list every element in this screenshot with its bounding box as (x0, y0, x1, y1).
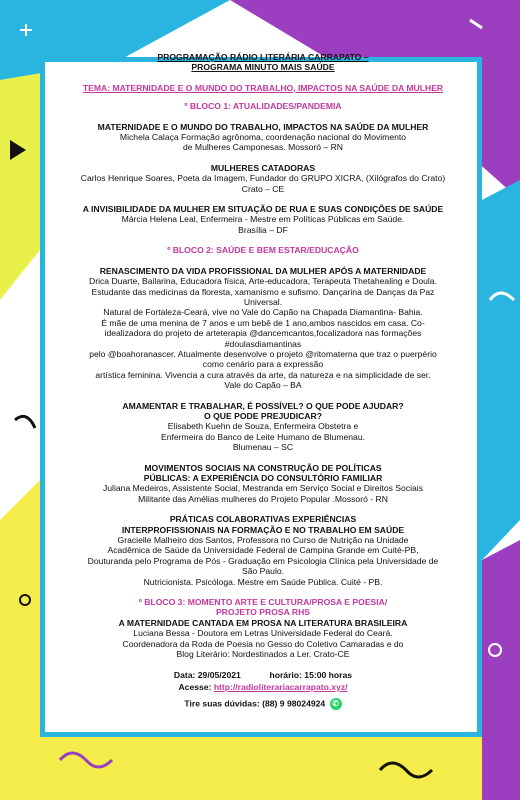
item-description-line: Blog Literário: Nordestinados a Ler. Crato-CE (176, 649, 350, 660)
program-item (48, 163, 478, 194)
access-link[interactable]: http://radioliterariacarrapato.xyz/ (213, 681, 348, 692)
program-item (48, 204, 478, 235)
item-title: MATERNIDADE E O MUNDO DO TRABALHO, IMPACTOS NA SAÚDE DA MULHER (97, 121, 429, 132)
program-item (48, 122, 478, 153)
item-description-line: Gracielle Malheiro dos Santos, Professora no Curso de Nutrição na Unidade (117, 535, 409, 546)
item-description-line: Coordenadora da Roda de Poesia no Gesso do Coletivo Camaradas e do (122, 638, 404, 649)
item-description-line: como cenário para a expressão (202, 359, 324, 370)
item-description-line: Universal. (243, 296, 283, 307)
time: horário: 15:00 horas (269, 669, 353, 680)
block-title-text: º BLOCO 2: SAÚDE E BEM ESTAR/EDUCAÇÃO (167, 245, 359, 256)
item-description-line: pelo @boahoranascer. Atualmente desenvolve o projeto @ritomaterna que traz o puerpério (89, 348, 437, 359)
date-time-line (48, 670, 478, 680)
questions-text: Tire suas dúvidas: (88) 9 98024924 (184, 698, 326, 709)
item-title: A MATERNIDADE CANTADA EM PROSA NA LITERATURA BRASILEIRA (118, 617, 408, 628)
blocks-container (48, 101, 478, 659)
item-description-line: Márcia Helena Leal, Enfermeira - Mestre em Políticas Públicas em Saúde. (121, 214, 405, 225)
block-title (48, 245, 478, 255)
item-description-line: Blumenau – SC (232, 442, 294, 453)
item-description-line: Natural de Fortaleza-Ceará, vive no Vale do Capão na Chapada Diamantina- Bahia. (103, 307, 423, 318)
block-title (48, 101, 478, 111)
footer (48, 670, 478, 711)
program-title-line-1: PROGRAMAÇÃO RÁDIO LITERÁRIA CARRAPATO – (157, 52, 369, 62)
item-description-line: Brasília – DF (238, 224, 288, 235)
item-title: A INVISIBILIDADE DA MULHER EM SITUAÇÃO DE RUA E SUAS CONDIÇÕES DE SAÚDE (82, 204, 444, 215)
block-title-text: º BLOCO 3: MOMENTO ARTE E CULTURA/PROSA E POESIA/ (138, 597, 388, 608)
item-title: MULHERES CATADORAS (210, 162, 316, 173)
item-description-line: São Paulo. (241, 566, 285, 577)
item-title: RENASCIMENTO DA VIDA PROFISSIONAL DA MULHER APÓS A MATERNIDADE (99, 265, 427, 276)
block-title (48, 597, 478, 618)
item-title: MOVIMENTOS SOCIAIS NA CONSTRUÇÃO DE POLÍTICAS (144, 462, 382, 473)
item-title: INTERPROFISSIONAIS NA FORMAÇÃO E NO TRABALHO EM SAÚDE (121, 524, 405, 535)
item-description-line: artística feminina. Vivencia a cura através da arte, da natureza e na simplicidade de ser. (95, 369, 431, 380)
program-item (48, 401, 478, 453)
item-description-line: idealizadora do projeto de arteterapia @dancemcantos,focalizadora nas formações (104, 328, 422, 339)
program-item (48, 514, 478, 587)
item-description-line: Estudante das medicinas da floresta, xamanismo e sufismo. Dançarina de Danças da Paz (91, 286, 435, 297)
item-description-line: #doulasdiamantinas (224, 338, 302, 349)
item-description-line: Juliana Medeiros, Assistente Social, Mestranda em Serviço Social e Direitos Sociais (102, 483, 424, 494)
item-description-line: de Mulheres Camponesas. Mossoró – RN (182, 142, 343, 153)
item-description-line: Carlos Henrique Soares, Poeta da Imagem, Fundador do GRUPO XICRA, (Xilógrafos do Crato) (80, 173, 446, 184)
program-item (48, 618, 478, 660)
item-description-line: Douturanda pelo Programa de Pós - Graduação em Psicologia Clínica pela Universidade de (87, 555, 439, 566)
item-description-line: Nutricionista. Psicóloga. Mestre em Saúde Pública. Cuité - PB. (143, 576, 383, 587)
item-description-line: Luciana Bessa - Doutora em Letras Universidade Federal do Ceará. (133, 628, 393, 639)
program-title-line-2: PROGRAMA MINUTO MAIS SAÚDE (191, 62, 335, 73)
item-description-line: É mãe de uma menina de 7 anos e um bebê de 1 ano,ambos nascidos em casa. Co- (101, 317, 425, 328)
block-title-text-2: PROJETO PROSA RHS (215, 607, 311, 618)
access-label: Acesse: (178, 681, 214, 692)
program-item (48, 266, 478, 391)
program-theme: TEMA: MATERNIDADE E O MUNDO DO TRABALHO, IMPACTOS NA SAÚDE DA MULHER (82, 82, 444, 93)
item-description-line: Militante das Amélias mulheres do Projeto Popular .Mossoró - RN (138, 493, 388, 504)
item-title: AMAMENTAR E TRABALHAR, É POSSÍVEL? O QUE PODE AJUDAR? (122, 400, 404, 411)
item-title: PÚBLICAS: A EXPERIÊNCIA DO CONSULTÓRIO FAMILIAR (143, 473, 383, 483)
access-line (48, 682, 478, 692)
item-title: O QUE PODE PREJUDICAR? (204, 410, 322, 421)
item-description-line: Vale do Capão – BA (224, 380, 302, 391)
item-description-line: Michela Calaça Formação agrônoma, coordenação nacional do Movimento (119, 132, 407, 143)
item-title: PRÁTICAS COLABORATIVAS EXPERIÊNCIAS (169, 514, 357, 525)
date: Data: 29/05/2021 (173, 669, 241, 680)
whatsapp-icon[interactable]: ✆ (330, 698, 342, 710)
item-description-line: Elisabeth Kuehn de Souza, Enfermeira Obstetra e (167, 421, 359, 432)
program-item (48, 463, 478, 505)
program-content (48, 52, 478, 710)
item-description-line: Acadêmica de Saúde da Universidade Federal de Campina Grande em Cuité-PB, (107, 545, 419, 556)
item-description-line: Crato – CE (241, 183, 285, 194)
item-description-line: Enfermeira do Banco de Leite Humano de Blumenau. (161, 431, 365, 442)
item-description-line: Drica Duarte, Bailarina, Educadora física, Arte-educadora, Terapeuta Thetahealing e Doula. (89, 276, 437, 287)
questions-line (48, 698, 478, 710)
block-title-text: º BLOCO 1: ATUALIDADES/PANDEMIA (184, 101, 342, 112)
